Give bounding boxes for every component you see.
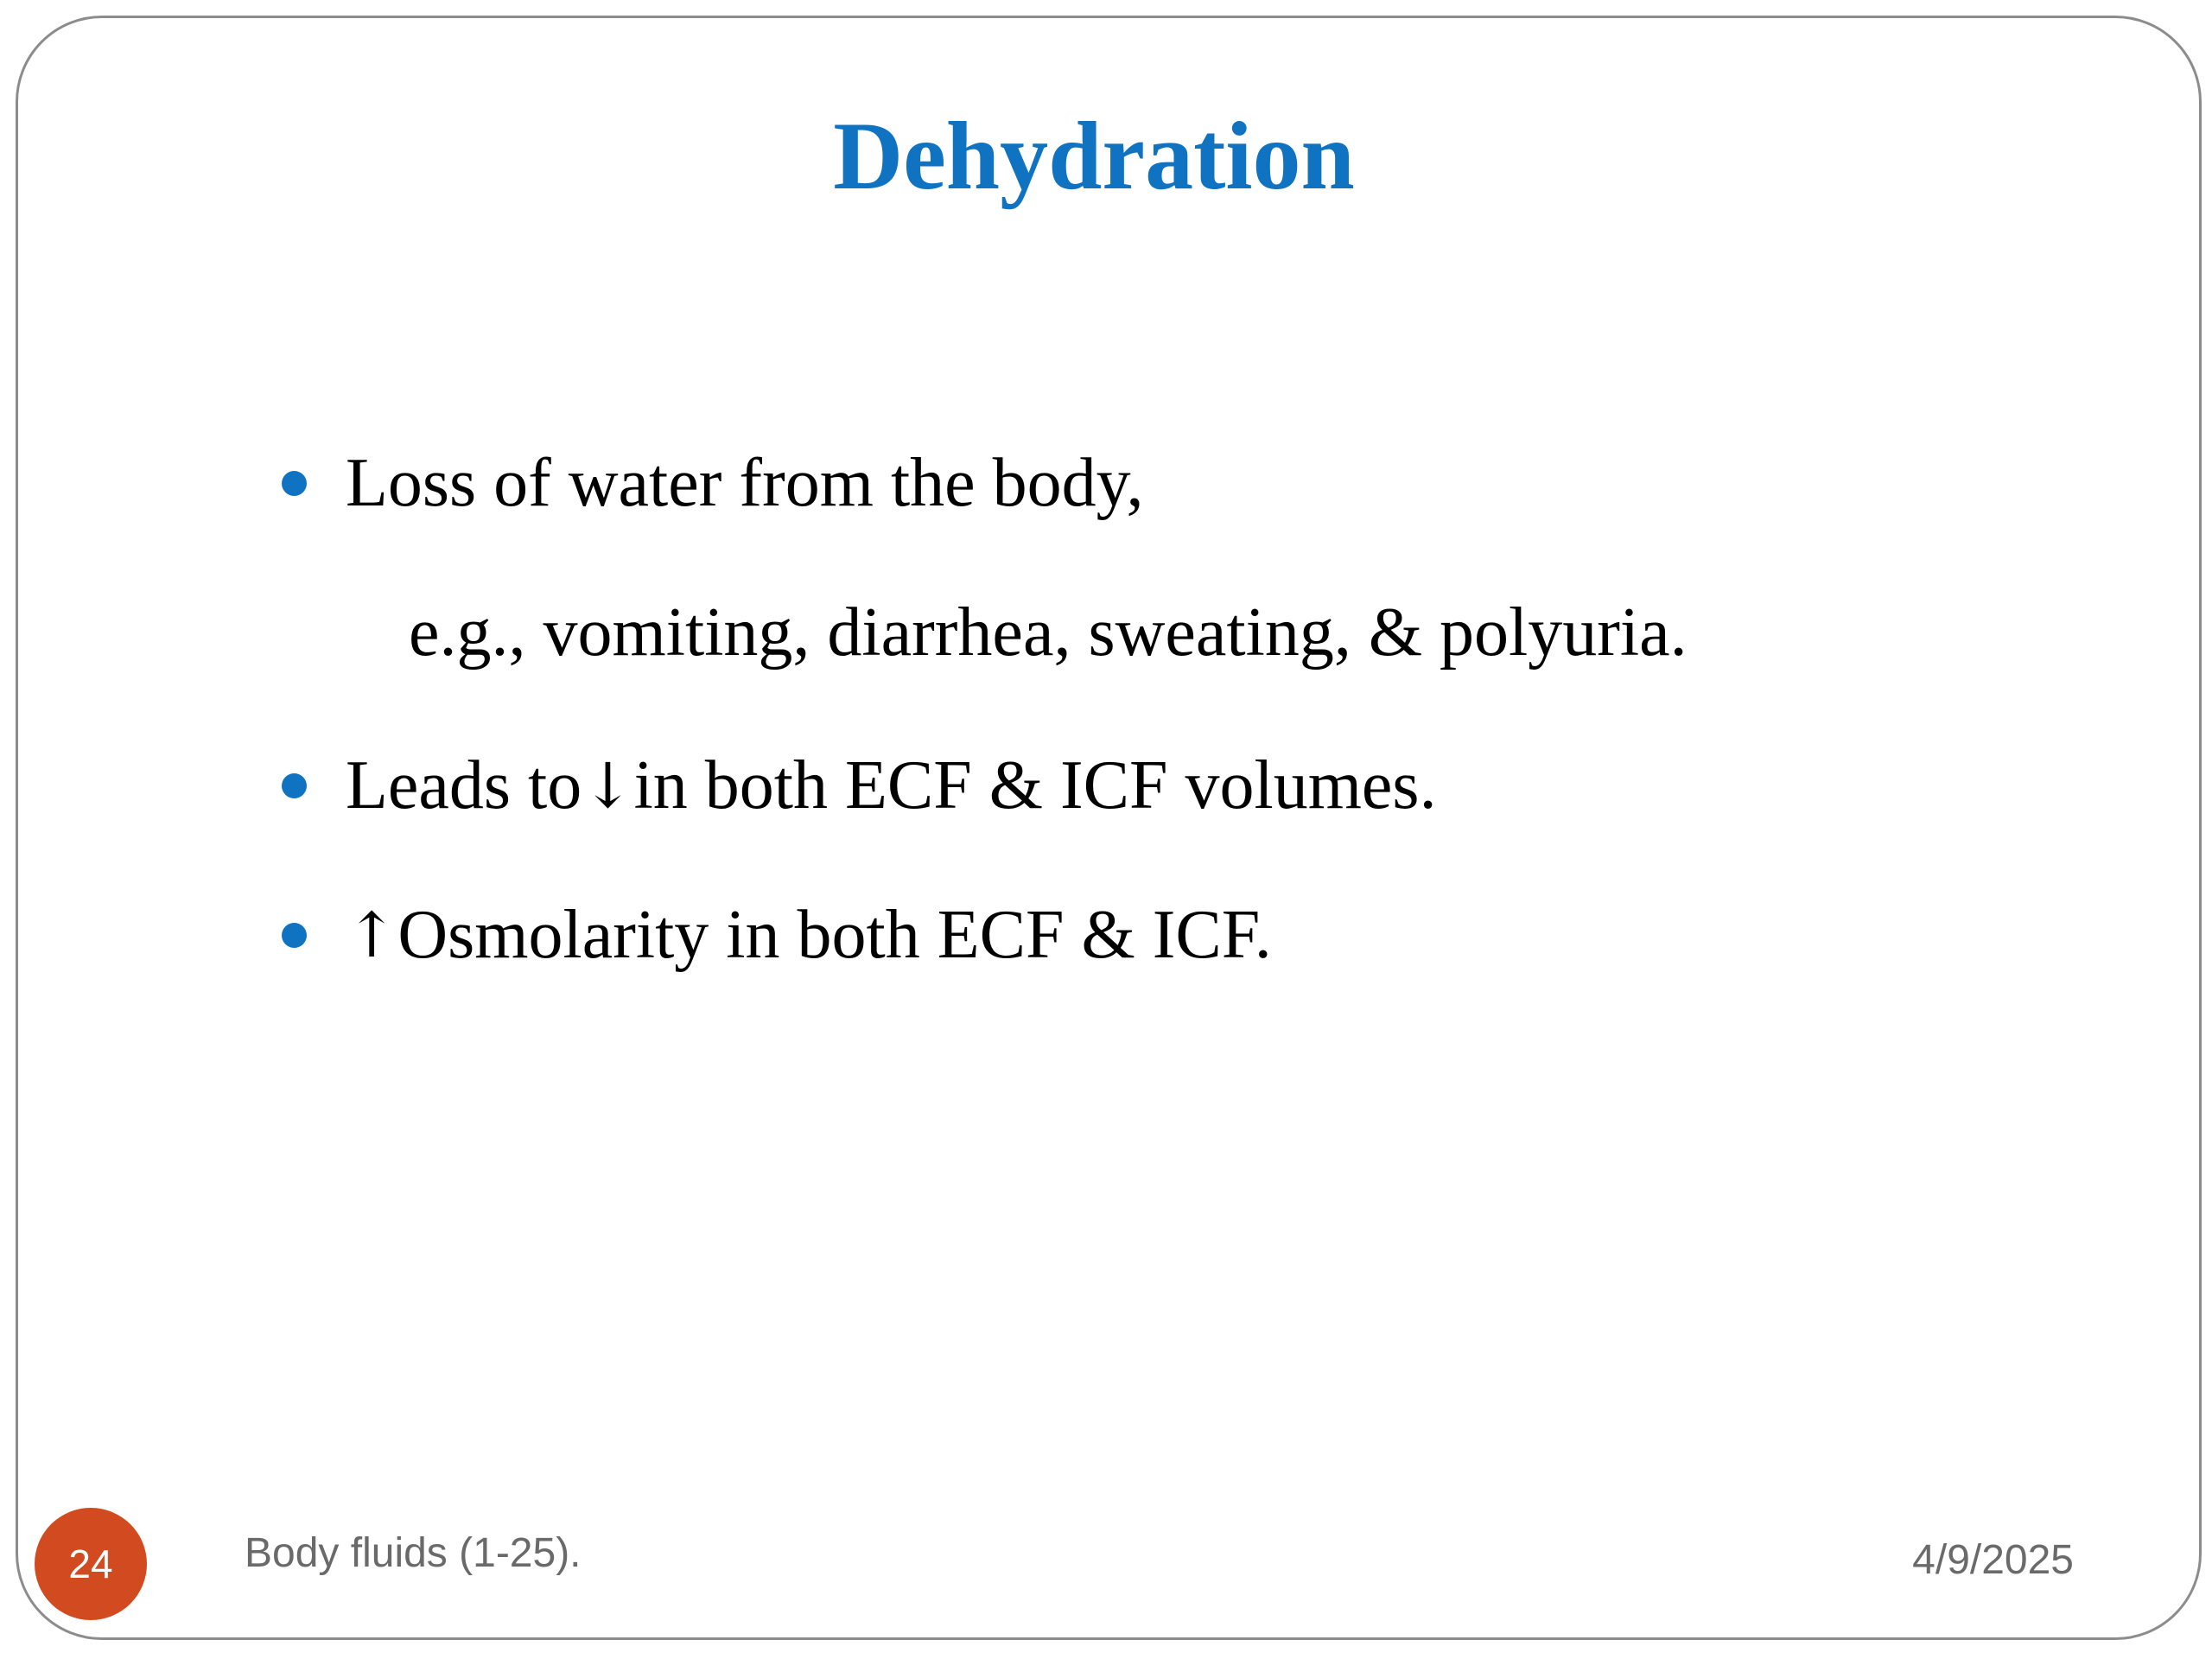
bullet-item-1 bbox=[282, 442, 1143, 524]
bullet-dot-icon bbox=[282, 773, 307, 798]
down-arrow-icon: ↓ bbox=[582, 749, 634, 822]
bullet-dot-icon bbox=[282, 923, 307, 948]
bullet-text-before: Leads to bbox=[346, 747, 582, 823]
bullet-text: Loss of water from the body, bbox=[346, 445, 1144, 521]
bullet-sub-text: e.g., vomiting, diarrhea, sweating, & polyuria. bbox=[409, 594, 1688, 671]
slide-title: Dehydration bbox=[833, 103, 1355, 210]
bullet-dot-icon bbox=[282, 471, 307, 496]
footer-date: 4/9/2025 bbox=[1912, 1537, 2074, 1583]
bullet-item-3 bbox=[282, 893, 1272, 976]
bullet-item-2 bbox=[282, 744, 1437, 827]
bullet-text-after: Osmolarity in both ECF & ICF. bbox=[397, 897, 1272, 973]
up-arrow-icon: ↑ bbox=[346, 899, 398, 971]
bullet-text-after: in both ECF & ICF volumes. bbox=[633, 747, 1437, 823]
footer-text: Body fluids (1-25). bbox=[245, 1530, 582, 1576]
page-number-badge: 24 bbox=[35, 1508, 147, 1620]
slide-frame bbox=[16, 16, 2202, 1640]
